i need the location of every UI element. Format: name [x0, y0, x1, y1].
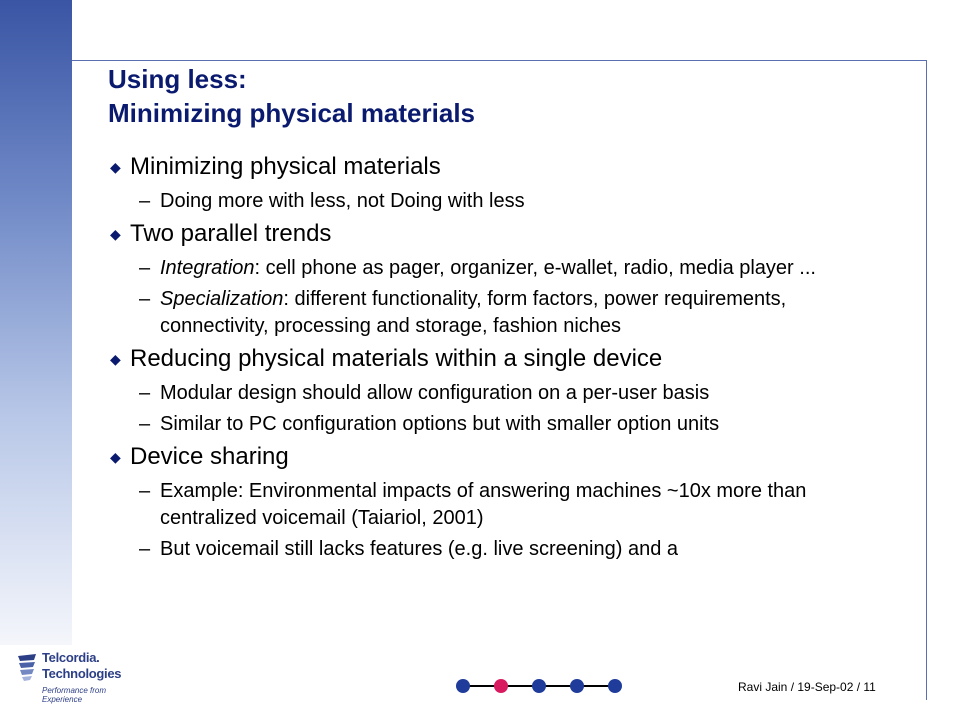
sub-bullet-lead: Integration	[160, 257, 255, 279]
telcordia-logo	[16, 648, 131, 704]
sub-bullet-text: Modular design should allow configuration on a per-user basis	[160, 382, 710, 404]
slide-body	[108, 148, 868, 567]
sub-bullet	[108, 536, 868, 563]
sub-bullet	[108, 255, 868, 282]
dash-icon: –	[139, 288, 151, 310]
bullet-text: Reducing physical materials within a single device	[130, 345, 663, 372]
dash-icon: –	[139, 257, 151, 279]
telcordia-mark-icon	[16, 652, 40, 682]
bullet-icon: ◆	[110, 351, 121, 367]
sub-bullet-text: But voicemail still lacks features (e.g. live screening) and a	[160, 538, 679, 560]
sub-bullet	[108, 188, 868, 215]
dash-icon: –	[139, 190, 151, 212]
title-line-1: Using less:	[108, 64, 247, 94]
slide-footer: Ravi Jain / 19-Sep-02 / 11	[738, 680, 876, 694]
frame-top-rule	[72, 60, 927, 61]
sub-bullet-text: : cell phone as pager, organizer, e-wallet, radio, media player ...	[254, 257, 816, 279]
bullet-icon: ◆	[110, 226, 121, 242]
bullet-text: Minimizing physical materials	[130, 153, 441, 180]
bullet-minimizing-materials	[108, 152, 868, 182]
dash-icon: –	[139, 413, 151, 435]
decor-dot-1	[456, 679, 470, 693]
bullet-device-sharing	[108, 442, 868, 472]
sub-bullet	[108, 411, 868, 438]
bullet-text: Two parallel trends	[130, 220, 332, 247]
decor-dot-2	[494, 679, 508, 693]
dash-icon: –	[139, 382, 151, 404]
bullet-parallel-trends	[108, 219, 868, 249]
frame-right-rule	[926, 60, 927, 700]
bullet-text: Device sharing	[130, 443, 289, 470]
bullet-reducing-materials	[108, 344, 868, 374]
decor-dot-4	[570, 679, 584, 693]
logo-name-line-1: Telcordia.	[42, 650, 100, 665]
bullet-icon: ◆	[110, 449, 121, 465]
dash-icon: –	[139, 480, 151, 502]
sub-bullet-lead: Specialization	[160, 288, 284, 310]
sub-bullet-text: Doing more with less, not Doing with less	[160, 190, 525, 212]
logo-name-line-2: Technologies	[42, 666, 122, 681]
bullet-icon: ◆	[110, 159, 121, 175]
decor-dot-5	[608, 679, 622, 693]
sub-bullet-text: Similar to PC configuration options but with smaller option units	[160, 413, 720, 435]
sub-bullet-text: Example: Environmental impacts of answering machines ~10x more than centralized voicemail (Taiariol, 2001)	[160, 480, 807, 529]
sub-bullet-text: : different functionality, form factors, power requirements, connectivity, processing and storage, fashion niches	[160, 288, 787, 337]
sub-bullet	[108, 380, 868, 407]
footer-dots-decoration	[455, 675, 625, 697]
title-line-2: Minimizing physical materials	[108, 98, 475, 128]
sub-bullet	[108, 286, 868, 340]
side-gradient-bar	[0, 0, 72, 645]
slide-title	[108, 62, 475, 130]
logo-tagline: Performance from Experience	[42, 686, 107, 704]
dash-icon: –	[139, 538, 151, 560]
decor-dot-3	[532, 679, 546, 693]
sub-bullet	[108, 478, 868, 532]
